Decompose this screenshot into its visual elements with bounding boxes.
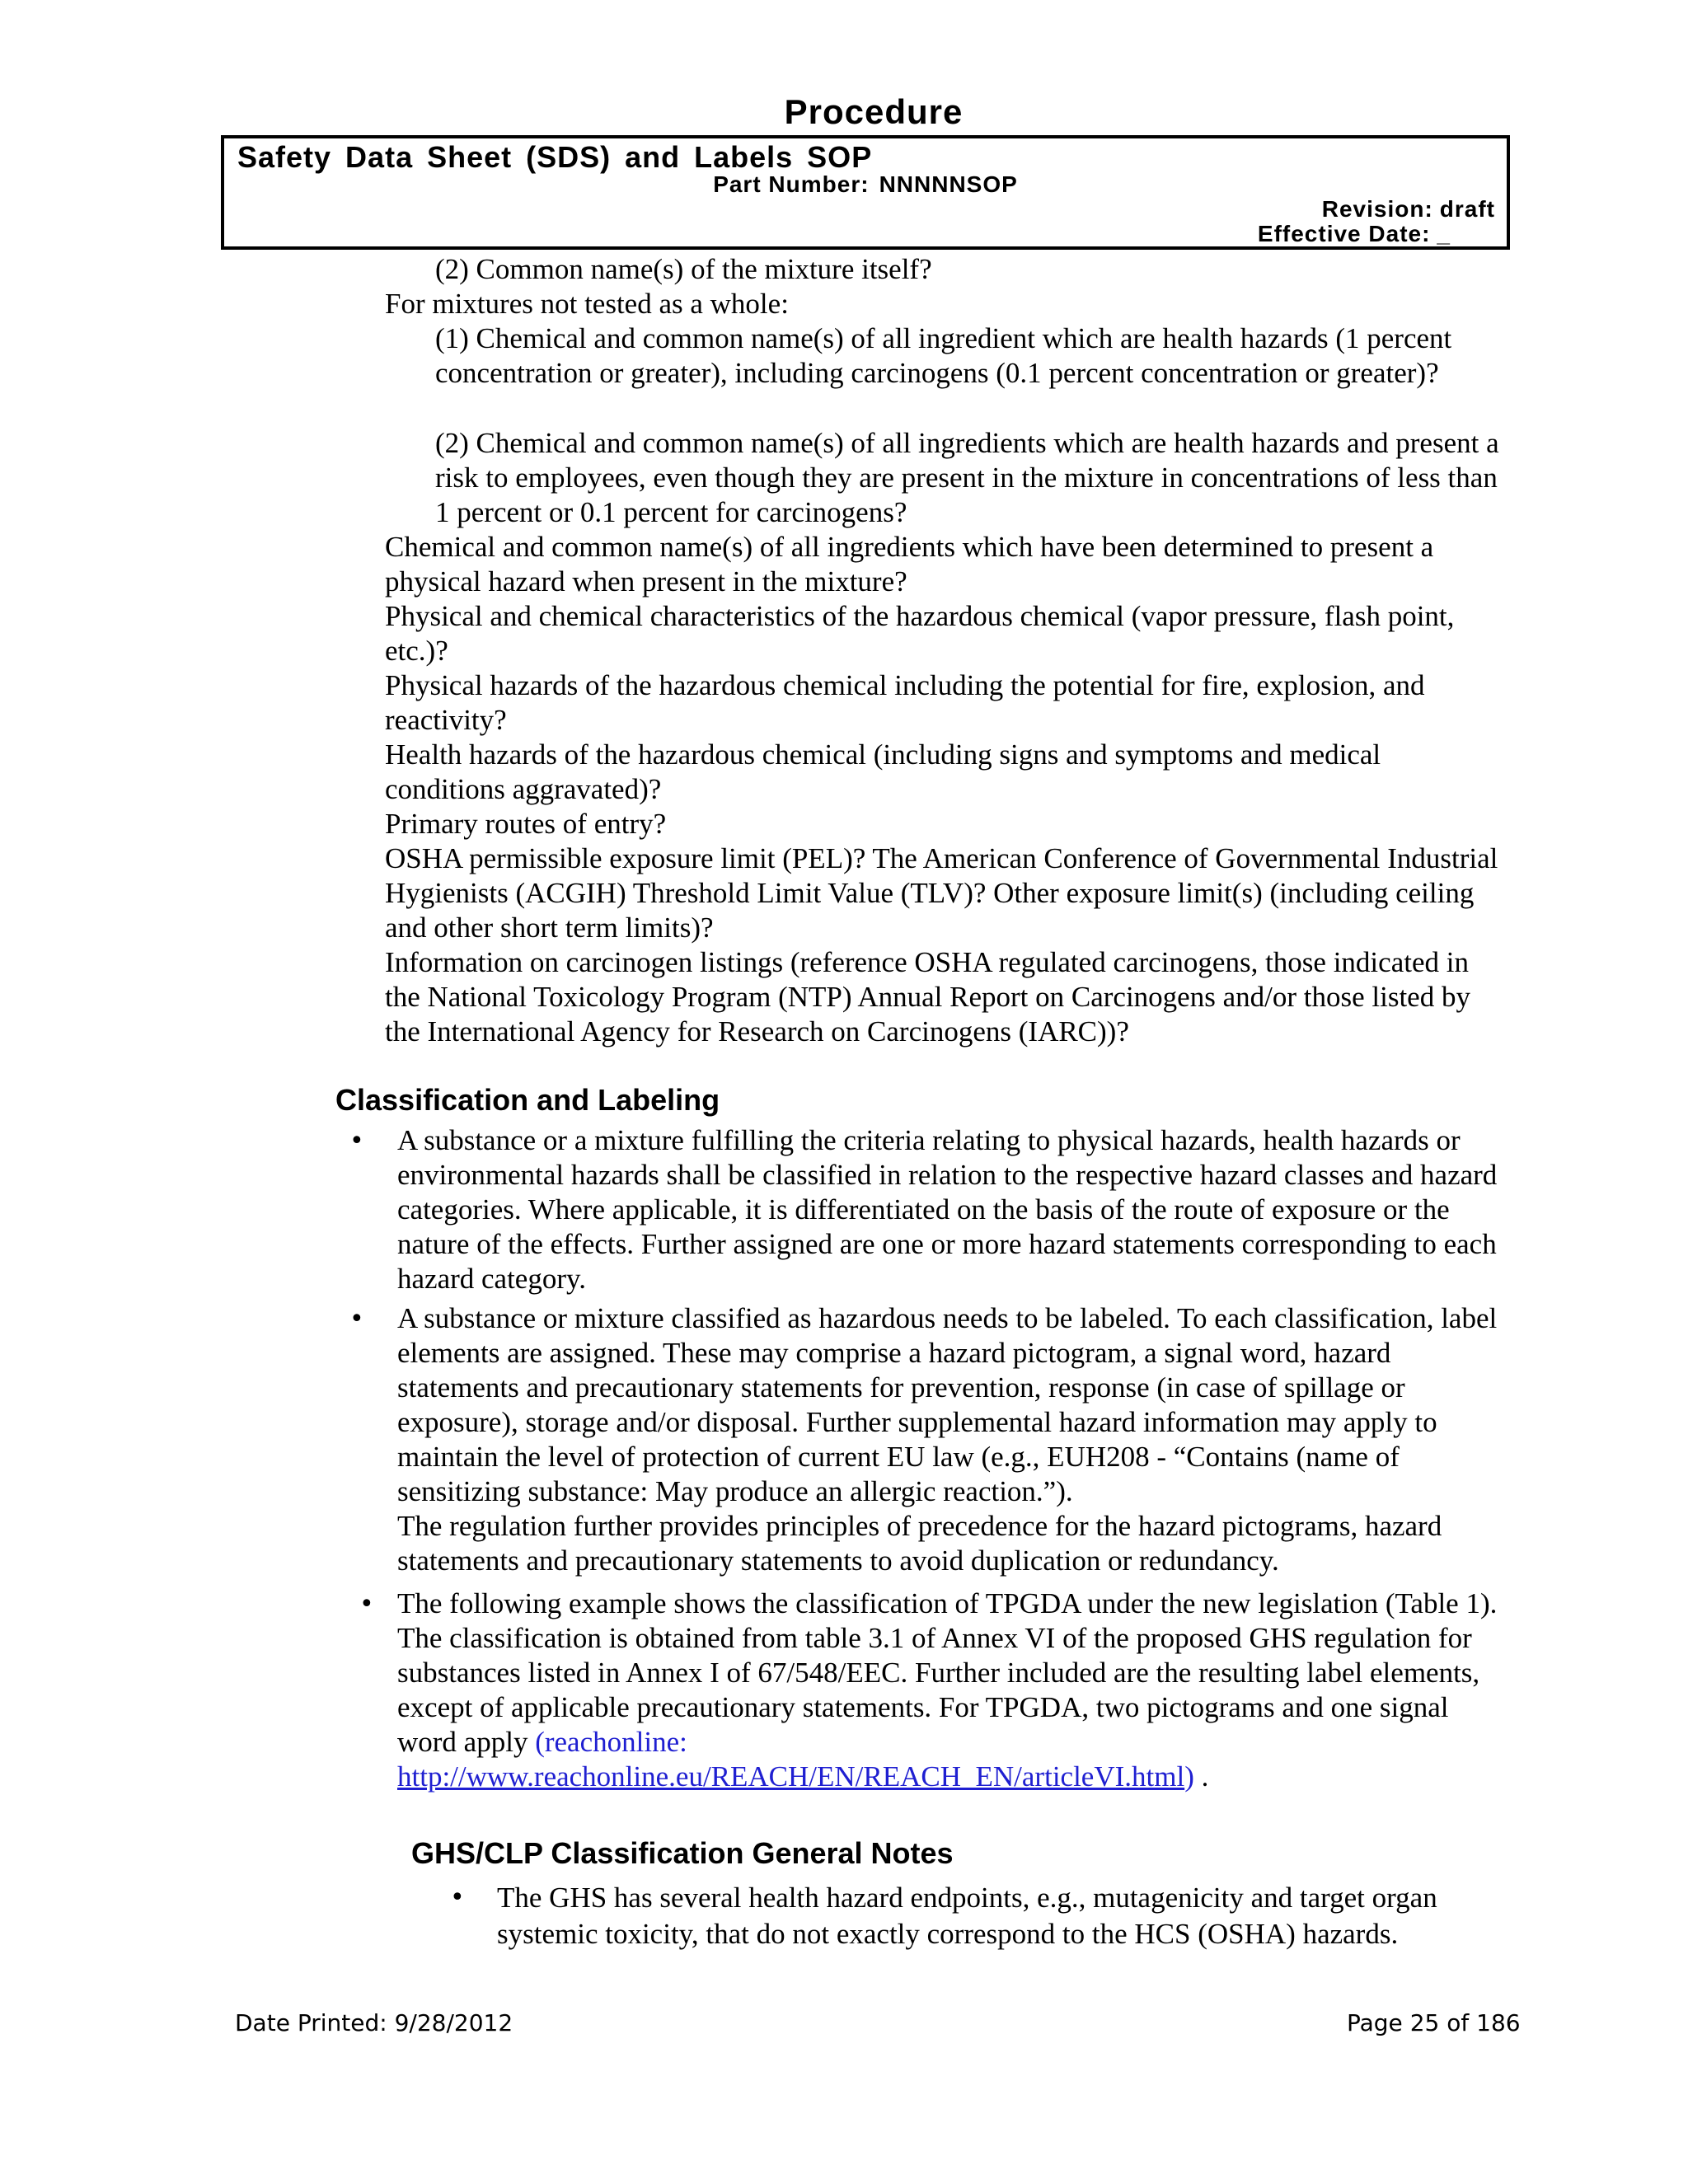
- checklist-item: Physical and chemical characteristics of the hazardous chemical (vapor pressure, flash point, etc.)?: [385, 600, 1455, 667]
- mixture-common-name-item: (2) Common name(s) of the mixture itself?: [435, 253, 932, 285]
- classification-heading: Classification and Labeling: [335, 1083, 720, 1117]
- mixtures-not-tested-label: For mixtures not tested as a whole:: [385, 288, 789, 320]
- reachonline-link-label[interactable]: (reachonline:: [535, 1726, 687, 1758]
- reachonline-link[interactable]: http://www.reachonline.eu/REACH/EN/REACH_EN/articleVI.html: [397, 1760, 1185, 1793]
- revision-value: draft: [1439, 196, 1495, 222]
- checklist-item: Physical hazards of the hazardous chemical including the potential for fire, explosion, and reactivity?: [385, 669, 1425, 736]
- date-printed-value: 9/28/2012: [394, 2009, 513, 2036]
- checklist-item: Primary routes of entry?: [385, 808, 667, 840]
- revision-label: Revision:: [1321, 196, 1433, 222]
- page-of-label: of: [1447, 2009, 1470, 2036]
- checklist-item: Health hazards of the hazardous chemical (including signs and symptoms and medical conditions aggravated)?: [385, 738, 1381, 805]
- classification-bullet-3: [397, 1586, 1510, 1794]
- ghs-notes-bullet-1: The GHS has several health hazard endpoints, e.g., mutagenicity and target organ systemic toxicity, that do not exactly correspond to the HCS (OSHA) hazards.: [497, 1882, 1437, 1950]
- effective-date-label: Effective Date:: [1257, 221, 1431, 246]
- checklist-items: [385, 530, 1506, 1049]
- bullet-icon: •: [349, 1127, 364, 1155]
- classification-bullet-2-text: A substance or mixture classified as hazardous needs to be labeled. To each classification, label elements are assigned. These may comprise a hazard pictogram, a signal word, hazard statements and precautionary statements for prevention, response (in case of spillage or exposure), storage and/or disposal. Further supplemental hazard information may apply to maintain the level of protection of current EU law (e.g., EUH208 - “Contains (name of sensitizing substance: May produce an allergic reaction.”).: [397, 1302, 1498, 1507]
- part-number: NNNNNSOP: [879, 171, 1018, 197]
- checklist-item: OSHA permissible exposure limit (PEL)? The American Conference of Governmental Industrial Hygienists (ACGIH) Threshold Limit Value (TLV)? Other exposure limit(s) (including ceiling and other short term limits)?: [385, 842, 1498, 944]
- page-title: Procedure: [784, 92, 964, 131]
- page-label: Page: [1347, 2009, 1403, 2036]
- checklist-item: Information on carcinogen listings (reference OSHA regulated carcinogens, those indicated in the National Toxicology Program (NTP) Annual Report on Carcinogens and/or those listed by the International Agency for Research on Carcinogens (IARC))?: [385, 946, 1470, 1047]
- part-number-label: Part Number:: [713, 171, 870, 197]
- revision-line: [1322, 196, 1495, 223]
- classification-bullet-2: [397, 1301, 1510, 1578]
- sop-title: Safety Data Sheet (SDS) and Labels SOP: [237, 140, 873, 174]
- document-header: [221, 135, 1510, 250]
- checklist-item: Chemical and common name(s) of all ingredients which have been determined to present a physical hazard when present in the mixture?: [385, 531, 1434, 598]
- bullet-icon: •: [450, 1883, 465, 1912]
- date-printed: [235, 2009, 513, 2036]
- ghs-notes-heading: GHS/CLP Classification General Notes: [411, 1836, 954, 1870]
- page-number: [1347, 2009, 1521, 2036]
- bullet-icon: •: [359, 1590, 374, 1619]
- date-printed-label: Date Printed:: [235, 2009, 387, 2036]
- classification-bullet-3-text: The following example shows the classification of TPGDA under the new legislation (Table 1). The classification is obtained from table 3.1 of Annex VI of the proposed GHS regulation for substances listed in Annex I of 67/548/EEC. Further included are the resulting label elements, except of applicable precautionary statements. For TPGDA, two pictograms and one signal word apply: [397, 1587, 1498, 1758]
- part-number-line: [224, 171, 1507, 198]
- page-number-value: 25: [1409, 2009, 1440, 2036]
- classification-bullet-1: A substance or a mixture fulfilling the criteria relating to physical hazards, health hazards or environmental hazards shall be classified in relation to the respective hazard classes and hazard categories. Where applicable, it is differentiated on the basis of the route of exposure or the nature of the effects. Further assigned are one or more hazard statements corresponding to each hazard category.: [397, 1124, 1498, 1295]
- classification-bullet-2-continuation: The regulation further provides principles of precedence for the hazard pictograms, hazard statements and precautionary statements to avoid duplication or redundancy.: [397, 1510, 1442, 1577]
- page-total: 186: [1476, 2009, 1521, 2036]
- link-close-paren: ): [1184, 1760, 1194, 1793]
- link-trailing-period: .: [1193, 1760, 1209, 1793]
- effective-date-value: _: [1437, 221, 1451, 246]
- effective-date-line: [1258, 221, 1451, 247]
- bullet-icon: •: [349, 1305, 364, 1333]
- sub-item-health-hazards: (1) Chemical and common name(s) of all ingredient which are health hazards (1 percent concentration or greater), including carcinogens (0.1 percent concentration or greater)?: [435, 322, 1452, 389]
- sub-item-low-concentration: (2) Chemical and common name(s) of all ingredients which are health hazards and present a risk to employees, even though they are present in the mixture in concentrations of less than 1 percent or 0.1 percent for carcinogens?: [435, 427, 1499, 528]
